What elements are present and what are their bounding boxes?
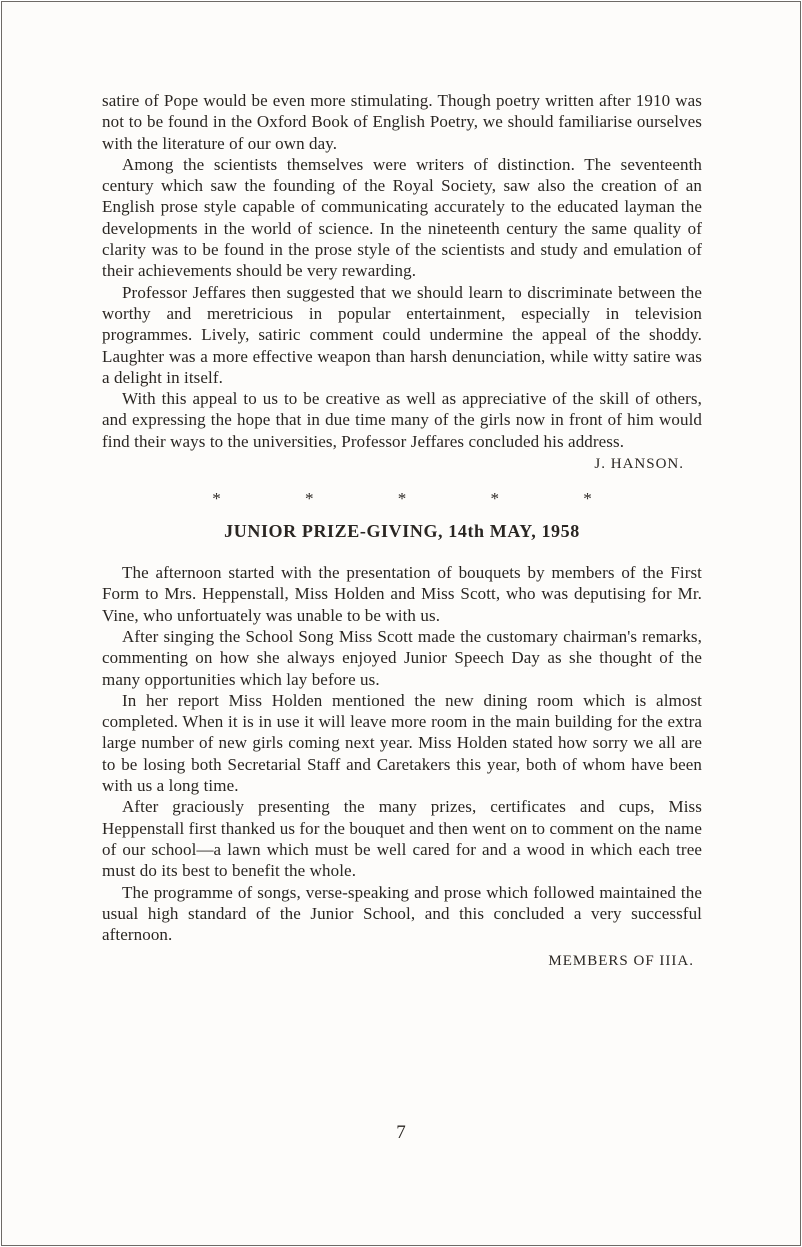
address-report-section (102, 90, 702, 473)
paragraph: Among the scientists themselves were writers of distinction. The seventeenth century which saw the founding of the Royal Society, saw also the creation of an English prose style capable of communicating accurately to the educated layman the developments in the world of science. In the nineteenth century the same quality of clarity was to be found in the prose style of the scientists and study and emulation of their achievements should be very rewarding. (102, 154, 702, 281)
section-separator: * * * * * (212, 489, 632, 509)
paragraph: After graciously presenting the many prizes, certificates and cups, Miss Heppenstall first thanked us for the bouquet and then went on to comment on the name of our school—a lawn which must be well cared for and a wood in which each tree must do its best to benefit the whole. (102, 797, 702, 881)
page-number: 7 (396, 1122, 406, 1143)
paragraph: satire of Pope would be even more stimulating. Though poetry written after 1910 was not to be found in the Oxford Book of English Poetry, we should familiarise ourselves with the literature of our own day. (102, 91, 702, 153)
paragraph: The programme of songs, verse-speaking and prose which followed maintained the usual high standard of the Junior School, and this concluded a very successful afternoon. (102, 882, 702, 945)
page-content (102, 90, 702, 970)
document-page (1, 1, 801, 1246)
junior-prize-giving-section (102, 521, 702, 970)
paragraph: After singing the School Song Miss Scott made the customary chairman's remarks, commenting on how she always enjoyed Junior Speech Day as she thought of the many opportunities which lay before us. (102, 626, 702, 689)
author-signature: J. HANSON. (594, 456, 684, 473)
author-signature: MEMBERS OF IIIA. (548, 953, 694, 970)
paragraph: The afternoon started with the presentation of bouquets by members of the First Form to Mrs. Heppenstall, Miss Holden and Miss Scott, who was deputising for Mr. Vine, who unfortuately was unable to be with us. (102, 563, 702, 625)
paragraph: Professor Jeffares then suggested that we should learn to discriminate between the worthy and meretricious in popular entertainment, especially in television programmes. Lively, satiric comment could undermine the appeal of the shoddy. Laughter was a more effective weapon than harsh denunciation, while witty satire was a delight in itself. (102, 282, 702, 387)
paragraph: With this appeal to us to be creative as well as appreciative of the skill of others, and expressing the hope that in due time many of the girls now in front of him would find their ways to the universities, Professor Jeffares concluded his address. (102, 389, 702, 451)
paragraph: In her report Miss Holden mentioned the new dining room which is almost completed. When it is in use it will leave more room in the main building for the extra large number of new girls coming next year. Miss Holden stated how sorry we all are to be losing both Secretarial Staff and Caretakers this year, both of whom have been with us a long time. (102, 690, 702, 796)
section-heading: JUNIOR PRIZE-GIVING, 14th MAY, 1958 (224, 521, 580, 542)
